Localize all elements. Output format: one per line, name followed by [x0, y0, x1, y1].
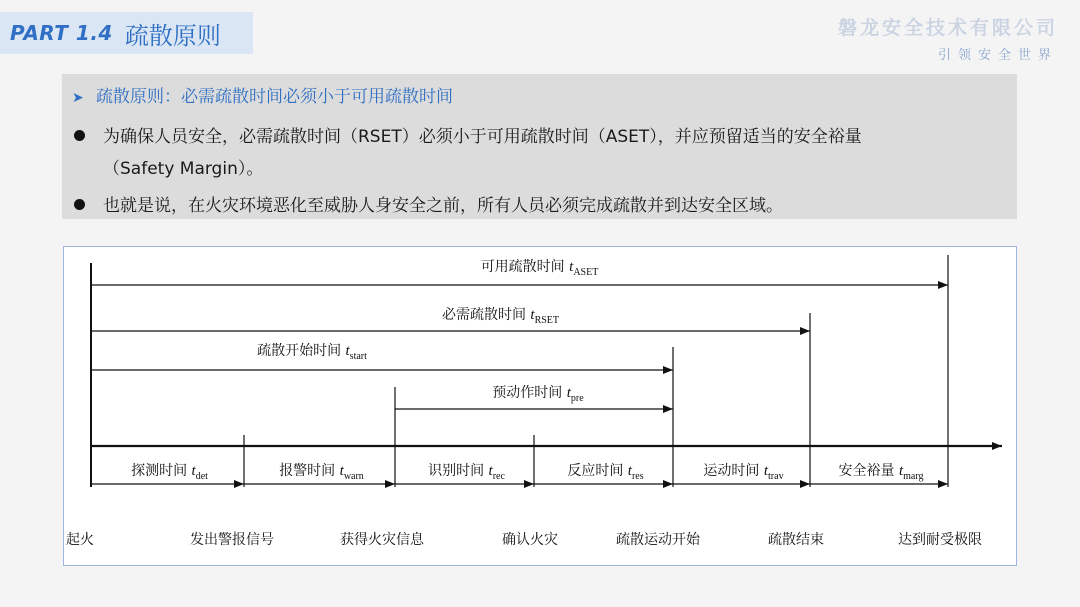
- section-title-bar: [0, 12, 253, 54]
- upper-span-label: [442, 306, 559, 326]
- lower-span-symbol: t: [339, 463, 344, 479]
- lower-span-label-text: 探测时间: [131, 463, 192, 479]
- bullet-1-text-cont: （Safety Margin）。: [103, 159, 264, 179]
- page-title: 疏散原则: [124, 21, 221, 50]
- bullet-item-1: [74, 122, 862, 147]
- principle-heading-text: 疏散原则：必需疏散时间必须小于可用疏散时间: [96, 87, 453, 107]
- upper-span-label: [257, 342, 367, 362]
- event-label: 疏散结束: [768, 532, 824, 548]
- lower-span-label: [567, 463, 643, 482]
- part-number: PART 1.4: [10, 21, 113, 45]
- lower-span-label: [839, 463, 924, 482]
- evacuation-timeline-diagram: [63, 246, 1017, 566]
- lower-span-label: [703, 462, 783, 482]
- lower-span-label-text: 识别时间: [428, 463, 489, 479]
- lower-span-label: [428, 462, 505, 482]
- arrow-bullet-icon: ➤: [72, 90, 84, 106]
- upper-span-label-text: 必需疏散时间: [441, 307, 531, 323]
- lower-span-label: [131, 462, 208, 482]
- event-label: 疏散运动开始: [616, 532, 700, 548]
- upper-span-subscript: ASET: [573, 267, 599, 278]
- upper-span-subscript: start: [349, 351, 367, 362]
- lower-span-subscript: res: [631, 471, 644, 482]
- upper-span-symbol: t: [345, 343, 350, 359]
- company-slogan: 引领安全世界: [937, 48, 1058, 63]
- event-label: 起火: [66, 532, 94, 548]
- upper-span-label: [481, 258, 599, 278]
- lower-span-label-text: 安全裕量: [838, 463, 899, 479]
- event-label: 发出警报信号: [190, 532, 274, 548]
- lower-span-label-text: 报警时间: [279, 463, 340, 479]
- bullet-dot-icon: [74, 199, 85, 210]
- lower-span-subscript: marg: [903, 471, 924, 482]
- upper-span-symbol: t: [566, 385, 571, 401]
- lower-span-symbol: t: [488, 463, 493, 479]
- principle-textbox: [62, 74, 1017, 219]
- upper-span-label-text: 预动作时间: [492, 385, 567, 401]
- principle-heading: [72, 82, 453, 107]
- lower-span-symbol: t: [191, 463, 196, 479]
- lower-span-symbol: t: [763, 463, 769, 479]
- event-label: 确认火灾: [502, 532, 558, 548]
- lower-span-subscript: rec: [492, 471, 505, 482]
- bullet-2-text: 也就是说，在火灾环境恶化至威胁人身安全之前，所有人员必须完成疏散并到达安全区域。: [103, 196, 783, 216]
- upper-span-label-text: 可用疏散时间: [480, 259, 570, 275]
- lower-span-subscript: trav: [768, 471, 784, 482]
- upper-span-subscript: RSET: [534, 315, 560, 326]
- lower-span-symbol: t: [627, 463, 632, 479]
- lower-span-label: [279, 462, 364, 482]
- bullet-1-text: 为确保人员安全，必需疏散时间（RSET）必须小于可用疏散时间（ASET），并应预留适当的安全裕量: [103, 127, 862, 147]
- event-label: 达到耐受极限: [898, 532, 982, 548]
- upper-span-symbol: t: [530, 307, 535, 323]
- bullet-item-2: [74, 191, 783, 216]
- bullet-item-1-cont: [103, 154, 263, 179]
- lower-span-symbol: t: [898, 463, 904, 479]
- upper-span-label-text: 疏散开始时间: [257, 343, 346, 359]
- bullet-dot-icon: [74, 130, 85, 141]
- upper-span-label: [492, 384, 584, 404]
- upper-span-subscript: pre: [570, 393, 584, 404]
- event-label: 获得火灾信息: [340, 532, 424, 548]
- lower-span-label-text: 反应时间: [567, 463, 628, 479]
- lower-span-subscript: warn: [343, 471, 364, 482]
- upper-span-symbol: t: [569, 259, 574, 275]
- lower-span-label-text: 运动时间: [703, 463, 764, 479]
- lower-span-subscript: det: [195, 471, 208, 482]
- company-name: 磐龙安全技术有限公司: [837, 17, 1058, 39]
- company-logo: [838, 13, 1058, 63]
- timeline-svg: [64, 247, 1018, 567]
